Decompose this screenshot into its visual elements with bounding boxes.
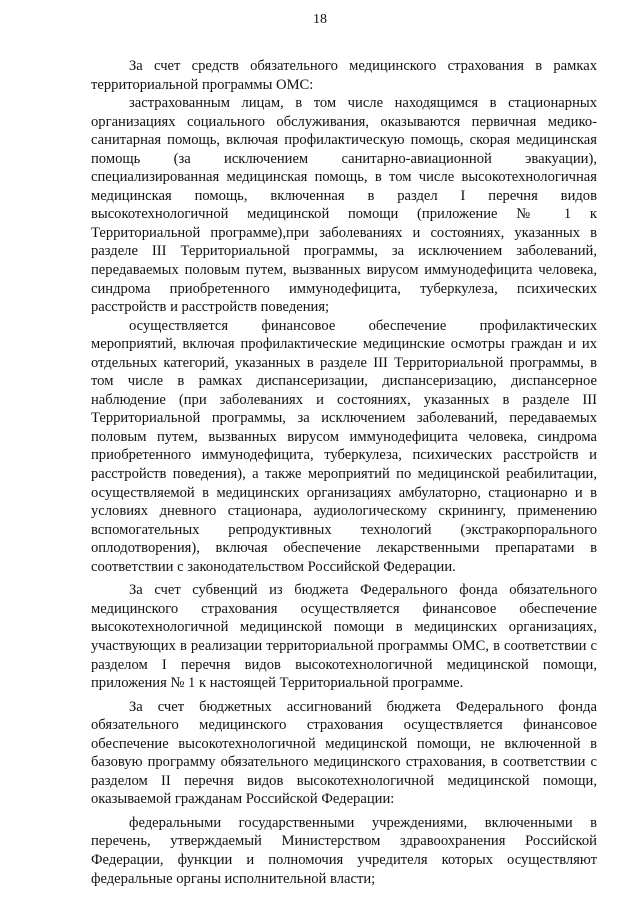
document-body [91,57,597,888]
paragraph-subventions: За счет субвенций из бюджета Федерального фонда обязательного медицинского страхования осуществляется финансовое обеспечение высокотехнологичной медицинской помощи в медицинских организациях, участвующих в реализации территориальной программы ОМС, в соответствии с разделом I перечня видов высокотехнологичной медицинской помощи, приложения № 1 к настоящей Территориальной программе. [91,582,597,692]
paragraph-oms-intro: За счет средств обязательного медицинского страхования в рамках территориальной программы ОМС: [91,58,597,93]
paragraph-federal-institutions: федеральными государственными учреждениями, включенными в перечень, утверждаемый Министерством здравоохранения Российской Федерации, функции и полномочия учредителя которых осуществляют федеральные органы исполнительной власти; [91,814,597,887]
paragraph-preventive-measures: осуществляется финансовое обеспечение профилактических мероприятий, включая профилактические медицинские осмотры граждан и их отдельных категорий, указанных в разделе III Территориальной программы, в том числе в рамках диспансеризации, диспансеризацию, диспансерное наблюдение (при заболеваниях и состояниях, указанных в разделе III Территориальной программы, за исключением заболеваний, передаваемых половым путем, вызванных вирусом иммунодефицита человека, синдрома приобретенного иммунодефицита, туберкулеза, психических расстройств и расстройств поведения), а также мероприятий по медицинской реабилитации, осуществляемой в медицинских организациях амбулаторно, стационарно и в условиях дневного стационара, аудиологическому скринингу, применению вспомогательных репродуктивных технологий (экстракорпорального оплодотворения), включая обеспечение лекарственными препаратами в соответствии с законодательством Российской Федерации. [91,317,597,575]
page-number: 18 [313,12,327,27]
paragraph-budget-allocations: За счет бюджетных ассигнований бюджета Федерального фонда обязательного медицинского страхования осуществляется финансовое обеспечение высокотехнологичной медицинской помощи, не включенной в базовую программу обязательного медицинского страхования, в соответствии с разделом II перечня видов высокотехнологичной медицинской помощи, оказываемой гражданам Российской Федерации: [91,698,597,808]
paragraph-insured-persons: застрахованным лицам, в том числе находящимся в стационарных организациях социального обслуживания, оказываются первичная медико-санитарная помощь, включая профилактическую помощь, скорая медицинская помощь (за исключением санитарно-авиационной эвакуации), специализированная медицинская помощь, в том числе высокотехнологичная медицинская помощь, включенная в раздел I перечня видов высокотехнологичной медицинской помощи (приложение № 1 к Территориальной программе),при заболеваниях и состояниях, указанных в разделе III Территориальной программы, за исключением заболеваний, передаваемых половым путем, вызванных вирусом иммунодефицита человека, синдрома приобретенного иммунодефицита, туберкулеза, психических расстройств и расстройств поведения; [91,95,597,316]
